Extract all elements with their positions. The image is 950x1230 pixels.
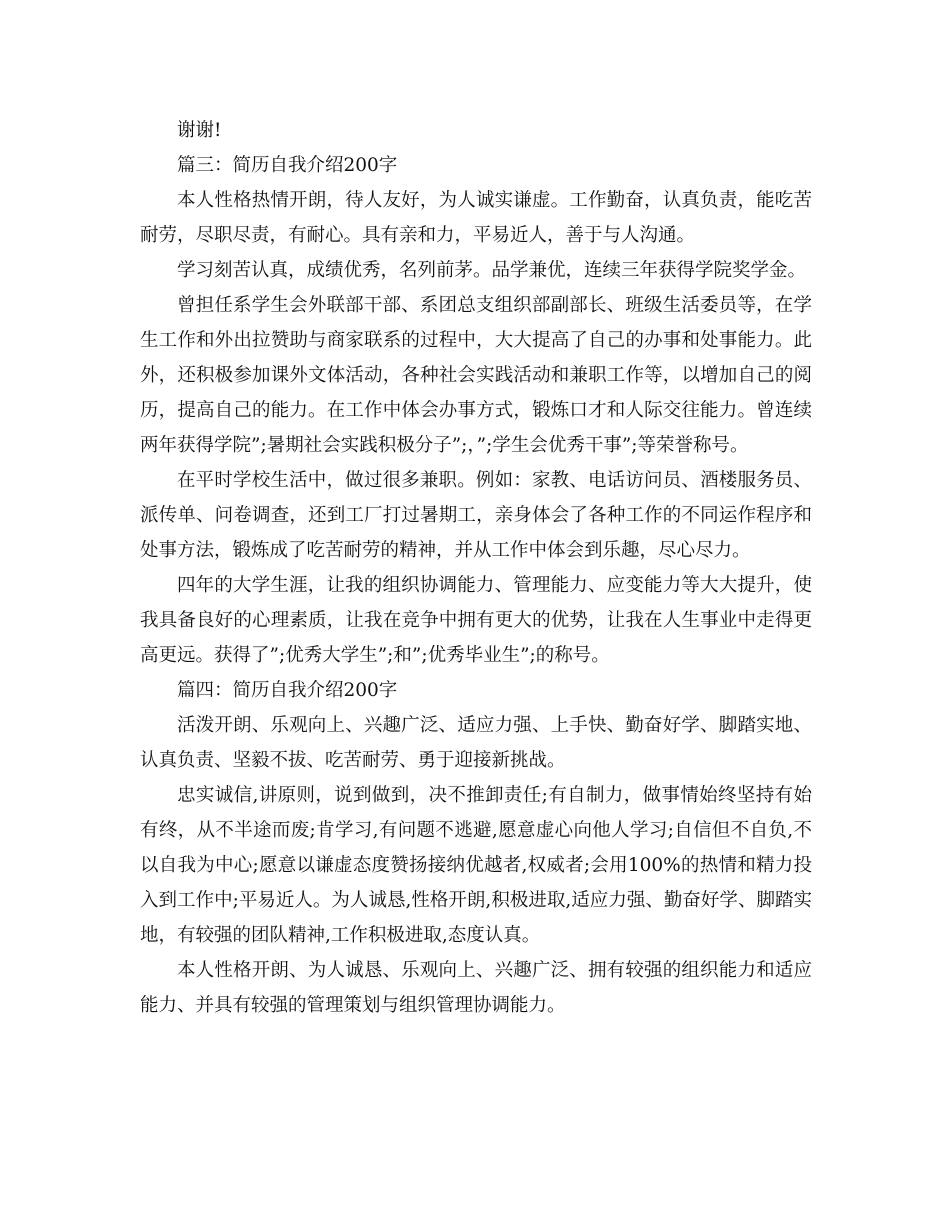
- paragraph-integrity: 忠实诚信,讲原则，说到做到，决不推卸责任;有自制力，做事情始终坚持有始有终，从不半途而废;肯学习,有问题不逃避,愿意虚心向他人学习;自信但不自负,不以自我为中心;愿意以谦虚态度赞扬接纳优越者,权威者;会用100%的热情和精力投入到工作中;平易近人。为人诚恳,性格开朗,积极进取,适应力强、勤奋好学、脚踏实地，有较强的团队精神,工作积极进取,态度认真。: [140, 785, 812, 946]
- section-heading-part-four: 篇四：简历自我介绍200字: [177, 680, 398, 701]
- paragraph-student-union: 曾担任系学生会外联部干部、系团总支组织部副部长、班级生活委员等，在学生工作和外出拉赞助与商家联系的过程中，大大提高了自己的办事和处事能力。此外，还积极参加课外文体活动，各种社会实践活动和兼职工作等，以增加自己的阅历，提高自己的能力。在工作中体会办事方式，锻炼口才和人际交往能力。曾连续两年获得学院”;暑期社会实践积极分子”;，”;学生会优秀干事”;等荣誉称号。: [140, 295, 812, 456]
- paragraph-university-years: 四年的大学生涯，让我的组织协调能力、管理能力、应变能力等大大提升，使我具备良好的心理素质，让我在竞争中拥有更大的优势，让我在人生事业中走得更高更远。获得了”;优秀大学生”;和”;优秀毕业生”;的称号。: [140, 575, 812, 666]
- paragraph-study: 学习刻苦认真，成绩优秀，名列前茅。品学兼优，连续三年获得学院奖学金。: [177, 260, 807, 281]
- paragraph-abilities: 本人性格开朗、为人诚恳、乐观向上、兴趣广泛、拥有较强的组织能力和适应能力、并具有较强的管理策划与组织管理协调能力。: [140, 960, 812, 1016]
- paragraph-thanks: 谢谢!: [177, 120, 222, 141]
- paragraph-personality: 本人性格热情开朗，待人友好，为人诚实谦虚。工作勤奋，认真负责，能吃苦耐劳，尽职尽责，有耐心。具有亲和力，平易近人，善于与人沟通。: [140, 190, 812, 246]
- document-body: [140, 113, 812, 1023]
- paragraph-traits: 活泼开朗、乐观向上、兴趣广泛、适应力强、上手快、勤奋好学、脚踏实地、认真负责、坚毅不拔、吃苦耐劳、勇于迎接新挑战。: [140, 715, 812, 771]
- paragraph-part-time-jobs: 在平时学校生活中，做过很多兼职。例如：家教、电话访问员、酒楼服务员、派传单、问卷调查，还到工厂打过暑期工，亲身体会了各种工作的不同运作程序和处事方法，锻炼成了吃苦耐劳的精神，并从工作中体会到乐趣，尽心尽力。: [140, 470, 812, 561]
- section-heading-part-three: 篇三：简历自我介绍200字: [177, 155, 398, 176]
